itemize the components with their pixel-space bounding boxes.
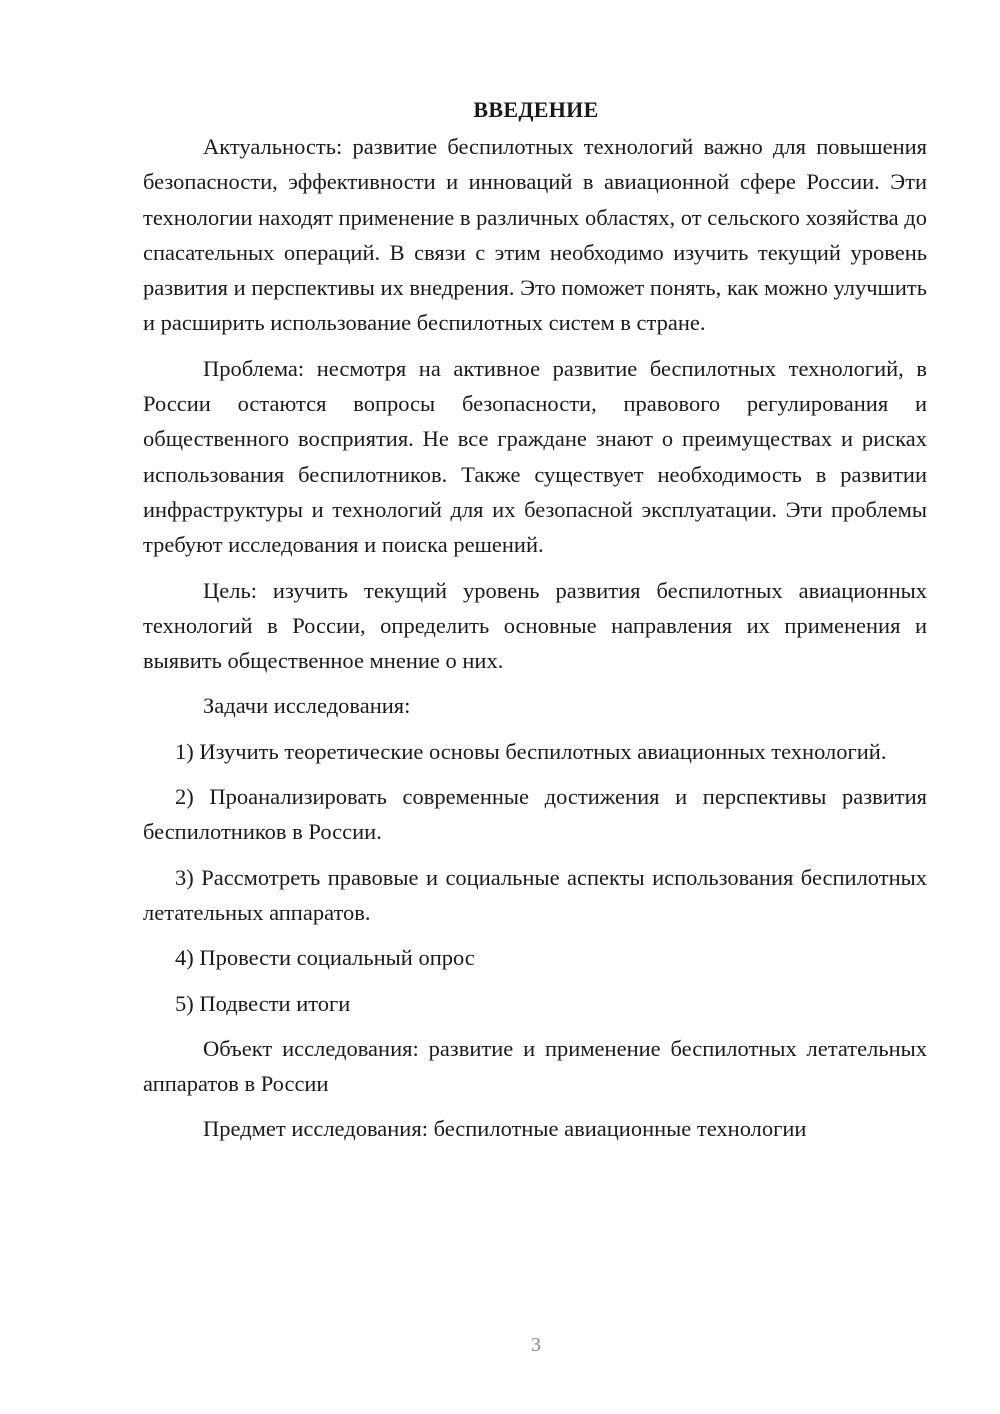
page-title: ВВЕДЕНИЕ xyxy=(473,97,599,122)
task-item-1: 1) Изучить теоретические основы беспилотных авиационных технологий. xyxy=(175,738,887,764)
task-item-3: 3) Рассмотреть правовые и социальные аспекты использования беспилотных летательных аппаратов. xyxy=(143,864,927,925)
task-item-4: 4) Провести социальный опрос xyxy=(175,945,475,971)
problem-paragraph: Проблема: несмотря на активное развитие беспилотных технологий, в России остаются вопросы безопасности, правового регулирования и общественного восприятия. Не все граждане знают о преимуществах и рисках использования беспилотников. Также существует необходимость в развитии инфраструктуры и технологий для их безопасной эксплуатации. Эти проблемы требуют исследования и поиска решений. xyxy=(143,355,927,558)
object-paragraph: Объект исследования: развитие и применение беспилотных летательных аппаратов в России xyxy=(143,1035,927,1097)
page-number: 3 xyxy=(531,1334,541,1356)
subject-paragraph: Предмет исследования: беспилотные авиационные технологии xyxy=(203,1116,807,1142)
tasks-heading: Задачи исследования: xyxy=(203,693,411,719)
task-item-2: 2) Проанализировать современные достижения и перспективы развития беспилотников в России. xyxy=(143,784,927,845)
task-item-5: 5) Подвести итоги xyxy=(175,990,351,1016)
relevance-paragraph: Актуальность: развитие беспилотных технологий важно для повышения безопасности, эффективности и инноваций в авиационной сфере России. Эти технологии находят применение в различных областях, от сельского хозяйства до спасательных операций. В связи с этим необходимо изучить текущий уровень развития и перспективы их внедрения. Это поможет понять, как можно улучшить и расширить использование беспилотных систем в стране. xyxy=(143,134,927,336)
tasks-list xyxy=(143,734,927,1021)
goal-paragraph: Цель: изучить текущий уровень развития беспилотных авиационных технологий в России, определить основные направления их применения и выявить общественное мнение о них. xyxy=(143,577,927,674)
document-body xyxy=(143,92,927,1147)
